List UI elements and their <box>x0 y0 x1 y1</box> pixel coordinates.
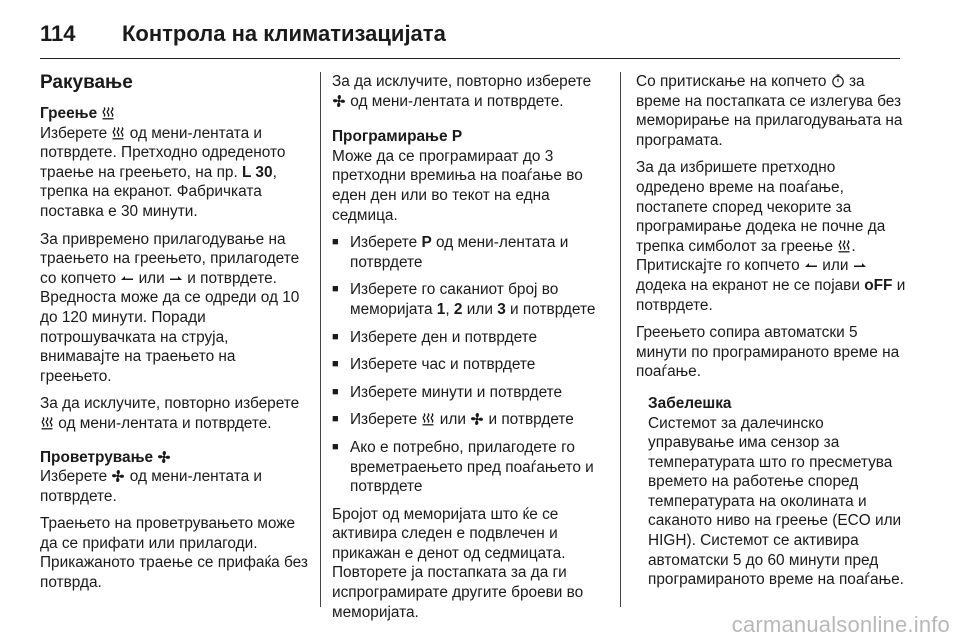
list-item: ■ Изберете минути и потврдете <box>332 383 608 403</box>
exit-paragraph: Со притискање на копчето за време на постапката се излегува без меморирање на прилагодувањата на програмата. <box>636 73 903 149</box>
left-arrow-icon <box>120 271 134 285</box>
ventilation-off-paragraph: За да исклучите, повторно изберете од мени-лентата и потврдете. <box>332 73 592 110</box>
column-3 <box>636 72 906 590</box>
fan-icon <box>157 450 171 464</box>
delete-paragraph: За да избришете претходно одредено време на поаѓање, постапете според чекорите за програмирање додека не почне да трепка симболот за греење . Притискајте го копчето или додека на екранот не се појави oFF и потврдете. <box>636 159 906 314</box>
page-header <box>40 14 900 54</box>
page-number: 114 <box>40 21 76 46</box>
list-item: ■ Изберете час и потврдете <box>332 355 608 375</box>
section-title: Ракување <box>40 72 133 93</box>
header-divider <box>40 58 900 59</box>
column-2 <box>332 72 608 630</box>
heating-icon <box>101 106 115 120</box>
column-divider-1 <box>320 72 321 607</box>
page-title: Контрола на климатизацијата <box>122 21 446 46</box>
ventilation-paragraph-2: Траењето на проветрувањето може да се прифати или прилагоди. Прикажаното траење се прифаќа без потврда. <box>40 515 308 592</box>
programming-intro: Може да се програмираат до 3 претходни времиња на поаѓање во еден ден или во текот на една седмица. <box>332 147 583 224</box>
watermark: carmanualsonline.info <box>731 612 950 637</box>
heating-icon <box>421 412 435 426</box>
column-divider-2 <box>620 72 621 607</box>
fan-icon <box>332 94 346 108</box>
right-arrow-icon <box>169 271 183 285</box>
ventilation-paragraph-1: Изберете од мени-лентата и потврдете. <box>40 468 263 505</box>
list-item: ■ Ако е потребно, прилагодете го времетраењето пред поаѓањето и потврдете <box>332 438 608 497</box>
programming-outro: Бројот од меморијата што ќе се активира следен е подвлечен и прикажан е денот од седмицата. Повторете ја постапката за да ги испрограмирате другите броеви во меморијата. <box>332 505 584 621</box>
left-arrow-icon <box>804 258 818 272</box>
ventilation-heading: Проветрување <box>40 448 310 468</box>
note-box <box>648 394 906 590</box>
note-text: Системот за далечинско управување има сензор за температурата што го пресметува времето на работење според температурата на околината и саканото ниво на греење (ECO или HIGH). Системот се активира автоматски 5 до 60 минути пред програмираното време на поаѓање. <box>648 414 904 589</box>
right-arrow-icon <box>853 258 867 272</box>
clock-icon <box>831 74 845 88</box>
list-item: ■ Изберете или и потврдете <box>332 410 608 430</box>
column-1 <box>40 72 310 601</box>
note-title: Забелешка <box>648 394 732 412</box>
heating-heading: Греење <box>40 104 310 124</box>
list-item: ■ Изберете P од мени-лентата и потврдете <box>332 233 608 272</box>
heating-icon <box>837 239 851 253</box>
programming-steps <box>332 233 608 497</box>
programming-heading: Програмирање P <box>332 128 463 146</box>
heating-paragraph-3: За да исклучите, повторно изберете од мени-лентата и потврдете. <box>40 395 300 432</box>
heating-icon <box>40 416 54 430</box>
list-item: ■ Изберете го саканиот број во меморијата 1, 2 или 3 и потврдете <box>332 280 608 319</box>
list-item: ■ Изберете ден и потврдете <box>332 328 608 348</box>
heating-paragraph-2: За привремено прилагодување на траењето на греењето, прилагодете со копчето или и потврдете. Вредноста може да се одреди од 10 до 120 минути. Поради потрошувачката на струја, внимавајте на траењето на греењето. <box>40 230 300 385</box>
heating-paragraph-1: Изберете од мени-лентата и потврдете. Претходно одреденото траење на греењето, на пр. L 30, трепка на екранот. Фабричката поставка е 30 минути. <box>40 124 286 220</box>
fan-icon <box>470 412 484 426</box>
heating-icon <box>111 126 125 140</box>
fan-icon <box>111 469 125 483</box>
auto-stop-paragraph: Греењето сопира автоматски 5 минути по програмираното време на поаѓање. <box>636 324 900 381</box>
